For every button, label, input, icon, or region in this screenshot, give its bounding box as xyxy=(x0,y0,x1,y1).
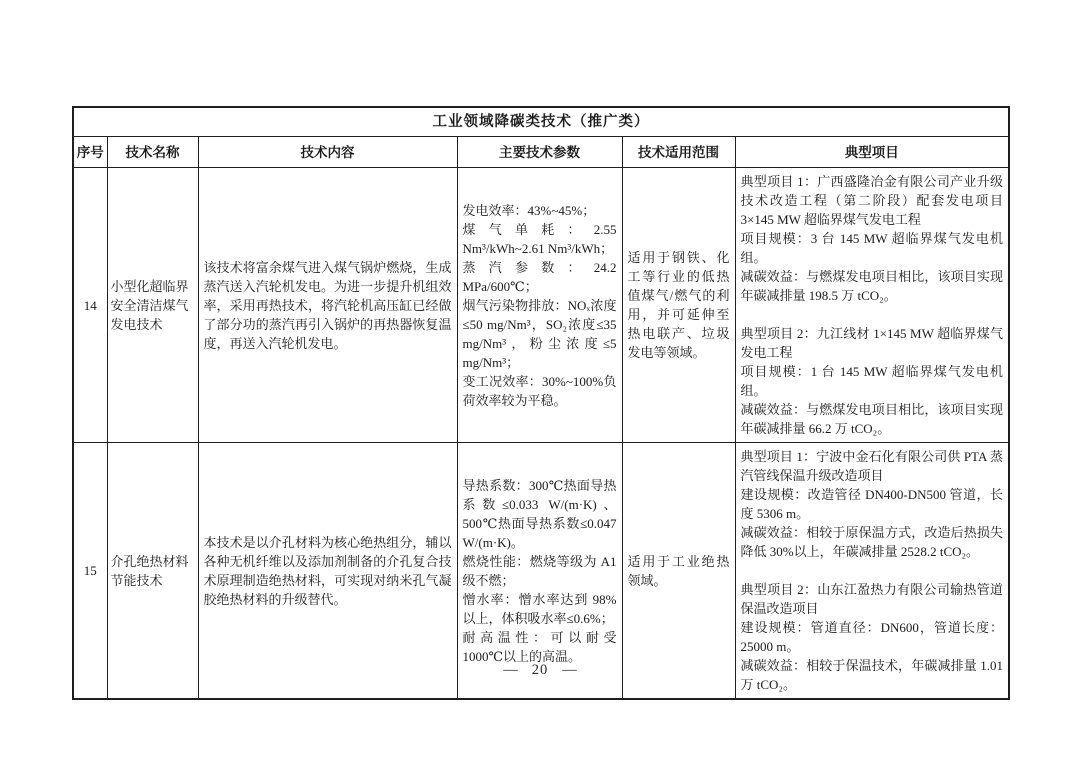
technology-table xyxy=(72,106,1010,700)
project-block xyxy=(741,172,1004,305)
table-title: 工业领域降碳类技术（推广类） xyxy=(73,107,1009,137)
tech-scope-cell xyxy=(622,443,735,700)
row-index-cell: 14 xyxy=(73,168,107,443)
project-line: 项目规模：1 台 145 MW 超临界煤气发电机组。 xyxy=(740,364,1003,398)
footer-right-dash: — xyxy=(562,662,577,678)
project-line: 典型项目 1：广西盛隆冶金有限公司产业升级技术改造工程（第二阶段）配套发电项目 3×145 MW 超临界煤气发电工程 xyxy=(740,174,1003,227)
col-header-index: 序号 xyxy=(73,137,107,168)
footer-page-number: 20 xyxy=(531,662,549,678)
table-title-row xyxy=(73,107,1009,137)
table-row xyxy=(73,168,1009,443)
col-header-tech-params: 主要技术参数 xyxy=(457,137,622,168)
col-header-tech-content: 技术内容 xyxy=(198,137,457,168)
tech-content-text: 该技术将富余煤气进入煤气锅炉燃烧，生成蒸汽送入汽轮机发电。为进一步提升机组效率，采用再热技术，将汽轮机高压缸已经做了部分功的蒸汽再引入锅炉的再热器恢复温度，再送入汽轮机发电。 xyxy=(203,259,452,351)
tech-name-cell: 小型化超临界安全清洁煤气发电技术 xyxy=(107,168,198,443)
table-row xyxy=(73,443,1009,700)
project-line: 建设规模：管道直径：DN600，管道长度：25000 m。 xyxy=(740,620,1003,654)
project-line: 建设规模：改造管径 DN400-DN500 管道，长度 5306 m。 xyxy=(740,487,1003,521)
param-line: 耐高温性：可以耐受 1000℃以上的高温。 xyxy=(462,629,617,664)
tech-content-cell xyxy=(198,168,457,443)
project-line: 减碳效益：与燃煤发电项目相比，该项目实现年碳减排量 66.2 万 tCO₂。 xyxy=(740,402,1003,436)
tech-scope-text: 适用于钢铁、化工等行业的低热值煤气/燃气的利用，并可延伸至热电联产、垃圾发电等领域。 xyxy=(627,250,730,360)
tech-content-cell xyxy=(198,443,457,700)
param-line: 烟气污染物排放：NOₓ浓度≤50 mg/Nm³，SO₂浓度≤35 mg/Nm³，粉尘浓度≤5 mg/Nm³； xyxy=(462,297,617,370)
tech-params-cell xyxy=(457,168,622,443)
table-header-row xyxy=(73,137,1009,168)
project-line: 减碳效益：与燃煤发电项目相比，该项目实现年碳减排量 198.5 万 tCO₂。 xyxy=(740,269,1003,303)
project-line: 项目规模：3 台 145 MW 超临界煤气发电机组。 xyxy=(740,231,1003,265)
project-block xyxy=(741,324,1004,438)
tech-name-cell: 介孔绝热材料节能技术 xyxy=(107,443,198,700)
project-block xyxy=(741,447,1004,561)
project-line: 减碳效益：相较于原保温方式，改造后热损失降低 30%以上，年碳减排量 2528.2 tCO₂。 xyxy=(740,525,1003,559)
footer-left-dash: — xyxy=(503,662,518,678)
col-header-tech-name: 技术名称 xyxy=(107,137,198,168)
project-line: 减碳效益：相较于保温技术，年碳减排量 1.01 万 tCO₂。 xyxy=(740,658,1003,692)
col-header-scope: 技术适用范围 xyxy=(622,137,735,168)
project-line: 典型项目 2：山东江盈热力有限公司输热管道保温改造项目 xyxy=(740,582,1003,616)
page-number xyxy=(0,662,1080,679)
param-line: 发电效率：43%~45%； xyxy=(462,202,596,218)
param-line: 憎水率：憎水率达到 98%以上，体积吸水率≤0.6%； xyxy=(462,591,617,626)
tech-scope-cell xyxy=(622,168,735,443)
typical-projects-cell xyxy=(735,443,1009,700)
param-line: 变工况效率：30%~100%负荷效率较为平稳。 xyxy=(462,373,617,408)
row-index-cell: 15 xyxy=(73,443,107,700)
param-line: 蒸汽参数：24.2 MPa/600℃； xyxy=(462,259,617,294)
tech-content-text: 本技术是以介孔材料为核心绝热组分，辅以各种无机纤维以及添加剂制备的介孔复合技术原理制造绝热材料，可实现对纳米孔气凝胶绝热材料的升级替代。 xyxy=(203,534,452,607)
param-line: 燃烧性能：燃烧等级为 A1 级不燃； xyxy=(462,553,617,588)
tech-scope-text: 适用于工业绝热领域。 xyxy=(627,553,730,588)
param-line: 导热系数：300℃热面导热系数≤0.033 W/(m·K)、500℃热面导热系数≤0.047 W/(m·K)。 xyxy=(462,477,617,550)
param-line: 煤气单耗：2.55 Nm³/kWh~2.61 Nm³/kWh； xyxy=(462,221,617,256)
typical-projects-cell xyxy=(735,168,1009,443)
project-line: 典型项目 1：宁波中金石化有限公司供 PTA 蒸汽管线保温升级改造项目 xyxy=(740,449,1003,483)
project-line: 典型项目 2：九江线材 1×145 MW 超临界煤气发电工程 xyxy=(740,326,1003,360)
col-header-typical-projects: 典型项目 xyxy=(735,137,1009,168)
tech-params-cell xyxy=(457,443,622,700)
